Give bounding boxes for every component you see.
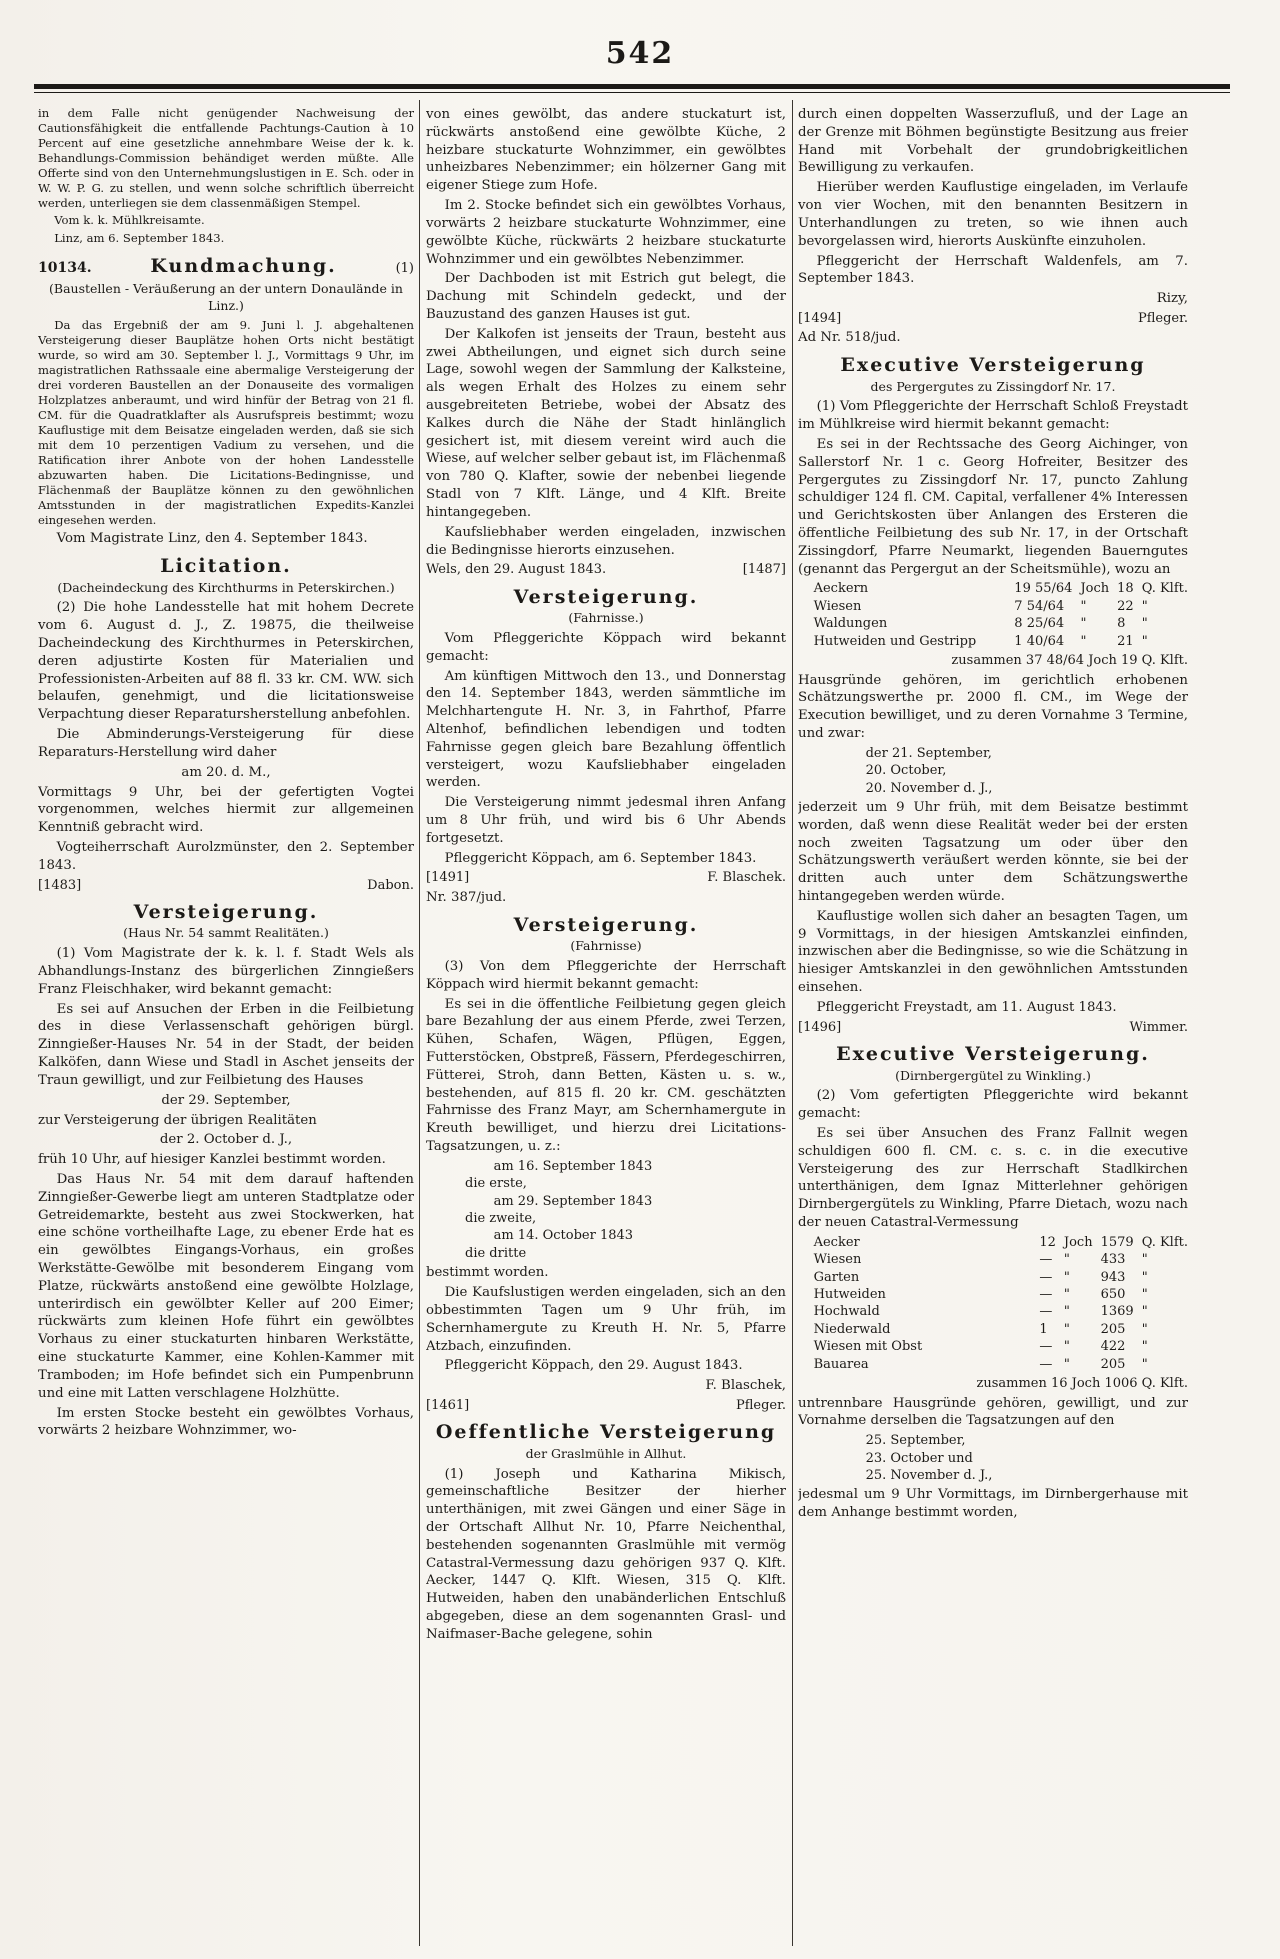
paragraph: Am künftigen Mittwoch den 13., und Donnerstag den 14. September 1843, werden sämmtliche im Melchhartengute H. Nr. 3, in Fahrthof, Pfarre Altenhof, befindlichen lebendigen und todten Fahrnisse gegen gleich bare Bezahlung öffentlich versteigert, wozu Kaufsliebhaber eingeladen werden. xyxy=(426,668,786,791)
reference-line xyxy=(426,869,786,886)
reference-line xyxy=(798,1019,1188,1036)
land-cell-qty: 19 55/64 xyxy=(1014,581,1073,597)
land-cell-unit: Joch xyxy=(1063,1234,1093,1250)
paragraph: Vormittags 9 Uhr, bei der gefertigten Vogtei vorgenommen, welches hiermit zur allgemeinen Kenntniß gebracht wird. xyxy=(38,784,414,836)
column-divider xyxy=(792,100,793,1946)
land-cell-unit: " xyxy=(1063,1269,1070,1285)
land-cell-label: Wiesen xyxy=(813,1252,862,1268)
header-rule-thin xyxy=(34,92,1230,93)
paragraph: Der Kalkofen ist jenseits der Traun, besteht aus zwei Abtheilungen, und eignet sich durch seine Lage, sowohl wegen der Sammlung der Kalksteine, als wegen Erhalt des Holzes zu einem sehr ausgebreiteten Betriebe, wobei der Absatz des Kalkes durch die Nähe der Stadt hinlänglich gesichert ist, mit diesem vereint wird auch die Wiese, auf welcher selber gebaut ist, im Flächenmaß von 780 Q. Klafter, sowie der nebenbei liegende Stadl von 7 Klft. Länge, und 4 Klft. Breite hintangegeben. xyxy=(426,326,786,520)
date-line: Linz, am 6. September 1843. xyxy=(54,230,225,245)
column-divider xyxy=(419,100,420,1946)
paragraph: Kauflustige wollen sich daher an besagten Tagen, um 9 Vormittags, in der hiesigen Amtskanzlei einfinden, inzwischen aber die Bedingnisse, so wie die Schätzung in hiesiger Amtskanzlei in den gewöhnlichen Amtsstunden einsehen. xyxy=(798,908,1188,996)
date-line: am 14. October 1843 xyxy=(493,1228,634,1244)
page-number: 542 xyxy=(605,36,675,71)
notice-title: Oeffentliche Versteigerung xyxy=(435,1421,777,1444)
land-cell-sq: 1369 xyxy=(1100,1304,1134,1320)
paragraph: Hausgründe gehören, im gerichtlich erhobenen Schätzungswerthe pr. 2000 fl. CM., im Wege der Execution bewilliget, und zu deren Vornahme 3 Termine, und zwar: xyxy=(798,672,1188,741)
date-line: der 29. September, xyxy=(161,1092,291,1108)
land-cell-sq: 433 xyxy=(1100,1252,1126,1268)
land-cell-qunit: " xyxy=(1141,1269,1148,1285)
land-cell-sq: 205 xyxy=(1100,1356,1126,1372)
land-cell-label: Bauarea xyxy=(813,1356,869,1372)
paragraph: (1) Vom Pfleggerichte der Herrschaft Schloß Freystadt im Mühlkreise wird hiermit bekannt gemacht: xyxy=(798,399,1188,433)
header-rule xyxy=(34,84,1230,89)
auction-dates xyxy=(798,1432,1188,1484)
notice-subtitle: (Baustellen - Veräußerung an der untern Donaulände in Linz.) xyxy=(49,281,403,313)
signatory: Wimmer. xyxy=(1129,1019,1188,1035)
notice-number: Nr. 387/jud. xyxy=(426,889,507,905)
land-cell-qunit: " xyxy=(1141,1287,1148,1303)
land-cell-qunit: Q. Klft. xyxy=(1141,1234,1188,1250)
land-cell-qunit: " xyxy=(1141,616,1148,632)
land-cell-qty: 7 54/64 xyxy=(1014,598,1065,614)
paragraph: früh 10 Uhr, auf hiesiger Kanzlei bestimmt worden. xyxy=(38,1152,386,1168)
notice-number: 10134. xyxy=(38,259,92,276)
paragraph: zur Versteigerung der übrigen Realitäten xyxy=(38,1112,317,1128)
signature: Pfleggericht Freystadt, am 11. August 1843. xyxy=(816,999,1117,1015)
land-cell-unit: Joch xyxy=(1080,581,1110,597)
land-cell-sq: 18 xyxy=(1117,581,1134,597)
auction-dates xyxy=(798,745,1188,797)
date-line: 20. November d. J., xyxy=(865,780,993,796)
paragraph: Kaufsliebhaber werden eingeladen, inzwischen die Bedingnisse hierorts einzusehen. xyxy=(426,524,786,558)
signature: Pfleggericht Köppach, am 6. September 1843. xyxy=(444,850,757,866)
land-cell-qunit: " xyxy=(1141,1321,1148,1337)
reference-number: [1491] xyxy=(426,870,470,886)
land-cell-label: Waldungen xyxy=(813,616,888,632)
paragraph: Der Dachboden ist mit Estrich gut belegt, die Dachung mit Schindeln gedeckt, und der Bauzustand des ganzen Hauses ist gut. xyxy=(426,271,786,322)
land-cell-joch: — xyxy=(1039,1356,1053,1372)
signature: Vogteiherrschaft Aurolzmünster, den 2. September 1843. xyxy=(38,839,414,873)
signature: Pfleggericht der Herrschaft Waldenfels, am 7. September 1843. xyxy=(798,253,1188,287)
land-cell-joch: — xyxy=(1039,1269,1053,1285)
notice-title: Versteigerung. xyxy=(513,913,699,936)
signatory-role: Pfleger. xyxy=(735,1397,786,1413)
notice-subtitle: des Pergergutes zu Zissingdorf Nr. 17. xyxy=(870,378,1116,394)
land-cell-sq: 422 xyxy=(1100,1339,1126,1355)
land-cell-label: Garten xyxy=(813,1269,860,1285)
paragraph: Da das Ergebniß der am 9. Juni l. J. abgehaltenen Versteigerung dieser Bauplätze hohen Orts nicht bestätigt wurde, so wird am 30. September l. J., Vormittags 9 Uhr, im magistratlichen Rathssaale eine abermalige Versteigerung der drei vorderen Baustellen an der Donauseite des vormaligen Holzplatzes anberaumt, und wird hinfür der Betrag von 21 fl. CM. für die Quadratklafter als Ausrufspreis bestimmt; wozu Kauflustige mit dem Beisatze eingeladen werden, daß sie sich mit dem 10 perzentigen Vadium zu versehen, und die Ratification ihrer Anbote von der hohen Landesstelle abzuwarten haben. Die Licitations-Bedingnisse, und Flächenmaß der Bauplätze können zu den gewöhnlichen Amtsstunden in der magistratlichen Expedits-Kanzlei eingesehen werden. xyxy=(38,317,414,528)
paragraph: Die Abminderungs-Versteigerung für diese Reparaturs-Herstellung wird daher xyxy=(38,727,414,760)
land-cell-joch: — xyxy=(1039,1304,1053,1320)
paragraph: Vom Pfleggerichte Köppach wird bekannt gemacht: xyxy=(426,630,786,664)
land-cell-unit: " xyxy=(1063,1304,1070,1320)
land-cell-qty: 1 40/64 xyxy=(1014,633,1065,649)
land-cell-qunit: Q. Klft. xyxy=(1141,581,1188,597)
land-cell-joch: — xyxy=(1039,1252,1053,1268)
reference-number: [1483] xyxy=(38,877,82,893)
land-cell-sq: 1579 xyxy=(1100,1234,1134,1250)
notice-mark: (1) xyxy=(395,260,414,276)
reference-line xyxy=(798,310,1188,327)
land-total xyxy=(798,652,1188,669)
paragraph: durch einen doppelten Wasserzufluß, und der Lage an der Grenze mit Böhmen begünstigte Besitzung aus freier Hand mit Vorbehalt der grundobrigkeitlichen Bewilligung zu verkaufen. xyxy=(798,107,1188,176)
signatory: Rizy, xyxy=(1156,291,1188,307)
signature: Vom Magistrate Linz, den 4. September 1843. xyxy=(56,531,368,547)
notice-subtitle: (Fahrnisse) xyxy=(570,938,642,954)
paragraph: (2) Die hohe Landesstelle hat mit hohem Decrete vom 6. August d. J., Z. 19875, die theilweise Dacheindeckung des Kirchthurmes in Peterskirchen, deren adjustirte Kosten für Materialien und Professionisten-Arbeiten auf 88 fl. 33 kr. CM. WW. sich belaufen, genehmigt, und die licitationsweise Verpachtung dieser Reparatursherstellung anbefohlen. xyxy=(38,600,414,723)
notice-subtitle: (Dirnbergergütel zu Winkling.) xyxy=(895,1067,1091,1083)
land-table xyxy=(814,580,1188,650)
paragraph: bestimmt worden. xyxy=(426,1265,549,1281)
reference-number: [1496] xyxy=(798,1019,842,1035)
paragraph: Das Haus Nr. 54 mit dem darauf haftenden Zinngießer-Gewerbe liegt am unteren Stadtplatze oder Getreidemarkte, besteht aus zwei Stockwerken, hat eine schöne vortheilhafte Lage, zu ebener Erde hat es ein gewölbtes Eingangs-Vorhaus, ein großes Werkstätte-Gewölbe mit besonderem Eingang vom Platze, rückwärts anstoßend eine gewölbte Holzlage, unterirdisch ein gewölbter Keller auf 200 Eimer; rückwärts zum kleinen Hofe führt ein gewölbtes Vorhaus zu einer stuckaturten hinbaren Werkstätte, eine stuckaturte Kammer, eine Kohlen-Kammer mit Tramboden; im Hofe befindet sich ein Pumpenbrunn und eine mit Latten verschlagene Holzhütte. xyxy=(38,1171,414,1401)
notice-title: Versteigerung. xyxy=(133,901,319,923)
land-cell-qunit: " xyxy=(1141,1356,1148,1372)
column-middle xyxy=(426,106,786,1946)
date-line: der 21. September, xyxy=(865,745,992,761)
reference-line xyxy=(426,1397,786,1414)
signatory-role: Pfleger. xyxy=(1137,310,1188,326)
land-cell-qty: 8 25/64 xyxy=(1014,616,1065,632)
paragraph: Es sei in die öffentliche Feilbietung gegen gleich bare Bezahlung der aus einem Pferde, zwei Terzen, Kühen, Schafen, Wägen, Pflügen, Eggen, Futterstöcken, Obstpreß, Fässern, Pferdegeschirren, Fütterei, Stroh, dann Betten, Kästen u. s. w., bestehenden, auf 815 fl. 20 kr. CM. geschätzten Fahrnisse des Franz Mayr, am Schernhamergute in Kreuth bewilliget, und hierzu drei Licitations-Tagsatzungen, u. z.: xyxy=(426,996,786,1155)
paragraph: Die Kaufslustigen werden eingeladen, sich an den obbestimmten Tagen um 9 Uhr früh, im Schernhamergute zu Kreuth H. Nr. 5, Pfarre Atzbach, einzufinden. xyxy=(426,1285,786,1354)
notice-title: Kundmachung. xyxy=(150,254,337,277)
notice-subtitle: der Graslmühle in Allhut. xyxy=(525,1445,687,1461)
land-cell-label: Hutweiden xyxy=(813,1287,886,1303)
land-cell-joch: 12 xyxy=(1039,1234,1056,1250)
land-cell-label: Hochwald xyxy=(813,1304,880,1320)
notice-title: Executive Versteigerung xyxy=(840,354,1146,377)
date-line: am 16. September 1843 xyxy=(493,1158,653,1174)
signature: Wels, den 29. August 1843. xyxy=(426,562,607,578)
notice-subtitle: (Haus Nr. 54 sammt Realitäten.) xyxy=(123,925,329,941)
notice-title: Versteigerung. xyxy=(513,585,699,608)
land-cell-label: Hutweiden und Gestripp xyxy=(813,633,977,649)
notice-number: Ad Nr. 518/jud. xyxy=(798,330,901,346)
land-cell-sq: 650 xyxy=(1100,1287,1126,1303)
date-line: 25. September, xyxy=(865,1433,966,1449)
auction-dates xyxy=(426,1158,786,1262)
paragraph: (1) Joseph und Katharina Mikisch, gemeinschaftliche Besitzer der hierher unterthänigen, mit zwei Gängen und einer Säge in der Ortschaft Allhut Nr. 10, Pfarre Neichenthal, bestehenden sogenannten Graslmühle mit vermög Catastral-Vermessung dazu gehörigen 937 Q. Klft. Aecker, 1447 Q. Klft. Wiesen, 315 Q. Klft. Hutweiden, haben den unabänderlichen Entschluß abgegeben, diese an dem sogenannten Grasl- und Naifmaser-Bache gelegene, sohin xyxy=(426,1466,786,1642)
reference-line xyxy=(426,561,786,578)
paragraph: in dem Falle nicht genügender Nachweisung der Cautionsfähigkeit die entfallende Pachtungs-Caution à 10 Percent auf eine gesetzliche annehmbare Weise der k. k. Behandlungs-Commission behändiget werden müßte. Alle Offerte sind von den Unternehmungslustigen in E. Sch. oder in W. W. P. G. zu stellen, und wenn solche schriftlich überreicht werden, unterliegen sie dem classenmäßigen Stempel. xyxy=(38,106,414,211)
paragraph: Vom k. k. Mühlkreisamte. xyxy=(54,213,205,228)
land-cell-qunit: " xyxy=(1141,1304,1148,1320)
land-cell-sq: 943 xyxy=(1100,1269,1126,1285)
date-line: 20. October, xyxy=(865,763,947,779)
land-cell-joch: — xyxy=(1039,1287,1053,1303)
date-label: die dritte xyxy=(465,1245,527,1261)
land-cell-label: Wiesen mit Obst xyxy=(813,1339,923,1355)
paragraph: jedesmal um 9 Uhr Vormittags, im Dirnbergerhause mit dem Anhange bestimmt worden, xyxy=(798,1487,1188,1521)
date-label: die erste, xyxy=(465,1176,527,1192)
land-cell-qunit: " xyxy=(1141,598,1148,614)
land-cell-label: Wiesen xyxy=(813,598,862,614)
date-line: am 29. September 1843 xyxy=(493,1193,653,1209)
paragraph: untrennbare Hausgründe gehören, gewilligt, und zur Vornahme derselben die Tagsatzungen auf den xyxy=(798,1395,1188,1429)
land-cell-label: Aecker xyxy=(813,1234,860,1250)
notice-title: Licitation. xyxy=(160,555,292,578)
column-right xyxy=(798,106,1188,1946)
paragraph: Im 2. Stocke befindet sich ein gewölbtes Vorhaus, vorwärts 2 heizbare stuckaturte Wohnzimmer, eine gewölbte Küche, rückwärts 2 heizbare stuckaturte Wohnzimmer und ein gewölbtes Nebenzimmer. xyxy=(426,198,786,267)
reference-number: [1494] xyxy=(798,310,842,326)
notice-subtitle: (Dacheindeckung des Kirchthurms in Peterskirchen.) xyxy=(57,579,395,595)
date-line: 25. November d. J., xyxy=(865,1467,993,1483)
land-cell-sq: 205 xyxy=(1100,1321,1126,1337)
reference-number: [1461] xyxy=(426,1397,470,1413)
land-cell-unit: " xyxy=(1063,1287,1070,1303)
land-cell-unit: " xyxy=(1080,616,1087,632)
paragraph: Es sei auf Ansuchen der Erben in die Feilbietung des in diese Verlassenschaft gehörigen bürgl. Zinngießer-Hauses Nr. 54 in der Stadt, der beiden Kalköfen, dann Wiese und Stadl in Aschet jenseits der Traun gewilligt, und zur Feilbietung des Hauses xyxy=(38,1001,414,1088)
paragraph: Im ersten Stocke besteht ein gewölbtes Vorhaus, vorwärts 2 heizbare Wohnzimmer, wo- xyxy=(38,1405,414,1439)
column-left xyxy=(38,106,414,1946)
paragraph: (2) Vom gefertigten Pfleggerichte wird bekannt gemacht: xyxy=(798,1088,1188,1122)
signatory: F. Blaschek, xyxy=(705,1378,786,1394)
land-total-value: zusammen 16 Joch 1006 Q. Klft. xyxy=(976,1376,1188,1392)
notice-header xyxy=(38,254,414,279)
paragraph: Die Versteigerung nimmt jedesmal ihren Anfang um 8 Uhr früh, und wird bis 6 Uhr Abends fortgesetzt. xyxy=(426,795,786,846)
land-cell-sq: 8 xyxy=(1117,616,1126,632)
land-cell-qunit: " xyxy=(1141,633,1148,649)
land-cell-qunit: " xyxy=(1141,1252,1148,1268)
land-cell-label: Niederwald xyxy=(813,1321,891,1337)
signatory: F. Blaschek. xyxy=(707,870,786,886)
land-total-value: zusammen 37 48/64 Joch 19 Q. Klft. xyxy=(951,653,1188,669)
date-line: am 20. d. M., xyxy=(181,764,271,780)
paragraph: von eines gewölbt, das andere stuckaturt ist, rückwärts anstoßend eine gewölbte Küche, 2 heizbare stuckaturte Wohnzimmer, ein gewölbtes unheizbares Nebenzimmer; ein hölzerner Gang mit eigener Stiege zum Hofe. xyxy=(426,107,786,194)
notice-title: Executive Versteigerung. xyxy=(836,1043,1150,1066)
paragraph: jederzeit um 9 Uhr früh, mit dem Beisatze bestimmt worden, daß wenn diese Realität weder bei der ersten noch zweiten Tagsatzung um oder über den Schätzungswerth veräußert werden könnte, sie bei der dritten auch unter dem Schätzungswerthe hintangegeben werden würde. xyxy=(798,799,1188,905)
land-cell-sq: 22 xyxy=(1117,598,1134,614)
date-label: die zweite, xyxy=(465,1211,537,1227)
land-cell-joch: 1 xyxy=(1039,1321,1048,1337)
land-cell-sq: 21 xyxy=(1117,633,1134,649)
date-line: der 2. October d. J., xyxy=(159,1132,293,1148)
reference-number: [1487] xyxy=(742,562,786,578)
paragraph: Hierüber werden Kauflustige eingeladen, im Verlaufe von vier Wochen, mit den benannten Besitzern in Unterhandlungen zu treten, so wie ihnen auch bevorgelassen wird, hierorts Auskünfte einzuholen. xyxy=(798,180,1188,249)
paragraph: Es sei in der Rechtssache des Georg Aichinger, von Sallerstorf Nr. 1 c. Georg Hofreiter, Besitzer des Pergergutes zu Zissingdorf Nr. 17, puncto Zahlung schuldiger 124 fl. CM. Capital, verfallener 4% Interessen und Gerichtskosten über Anlangen des Ersteren die öffentliche Feilbietung des sub Nr. 17, in der Ortschaft Zissingdorf, Pfarre Neumarkt, liegenden Bauerngutes (genannt das Pergergut an der Scheitsmühle), wozu an xyxy=(798,436,1188,577)
land-cell-unit: " xyxy=(1063,1356,1070,1372)
paragraph: (1) Vom Magistrate der k. k. l. f. Stadt Wels als Abhandlungs-Instanz des bürgerlichen Zinngießers Franz Fleischhaker, wird bekannt gemacht: xyxy=(38,946,414,997)
date-line: 23. October und xyxy=(865,1450,973,1466)
signature: Pfleggericht Köppach, den 29. August 1843. xyxy=(444,1358,743,1374)
land-cell-unit: " xyxy=(1063,1339,1070,1355)
land-cell-label: Aeckern xyxy=(813,581,869,597)
land-cell-unit: " xyxy=(1063,1321,1070,1337)
notice-subtitle: (Fahrnisse.) xyxy=(568,610,644,626)
land-cell-unit: " xyxy=(1063,1252,1070,1268)
signatory: Dabon. xyxy=(367,877,414,893)
paragraph: Es sei über Ansuchen des Franz Fallnit wegen schuldigen 600 fl. CM. c. s. c. in die executive Versteigerung des zur Herrschaft Stadlkirchen unterthänigen, dem Ignaz Mitterlehner gehörigen Dirnbergergütels zu Winkling, Pfarre Dietach, wozu nach der neuen Catastral-Vermessung xyxy=(798,1125,1188,1231)
land-cell-unit: " xyxy=(1080,598,1087,614)
reference-line xyxy=(38,877,414,894)
land-total xyxy=(798,1375,1188,1392)
land-cell-qunit: " xyxy=(1141,1339,1148,1355)
paragraph: (3) Von dem Pfleggerichte der Herrschaft Köppach wird hiermit bekannt gemacht: xyxy=(426,958,786,992)
land-table xyxy=(814,1234,1188,1373)
land-cell-joch: — xyxy=(1039,1339,1053,1355)
land-cell-unit: " xyxy=(1080,633,1087,649)
